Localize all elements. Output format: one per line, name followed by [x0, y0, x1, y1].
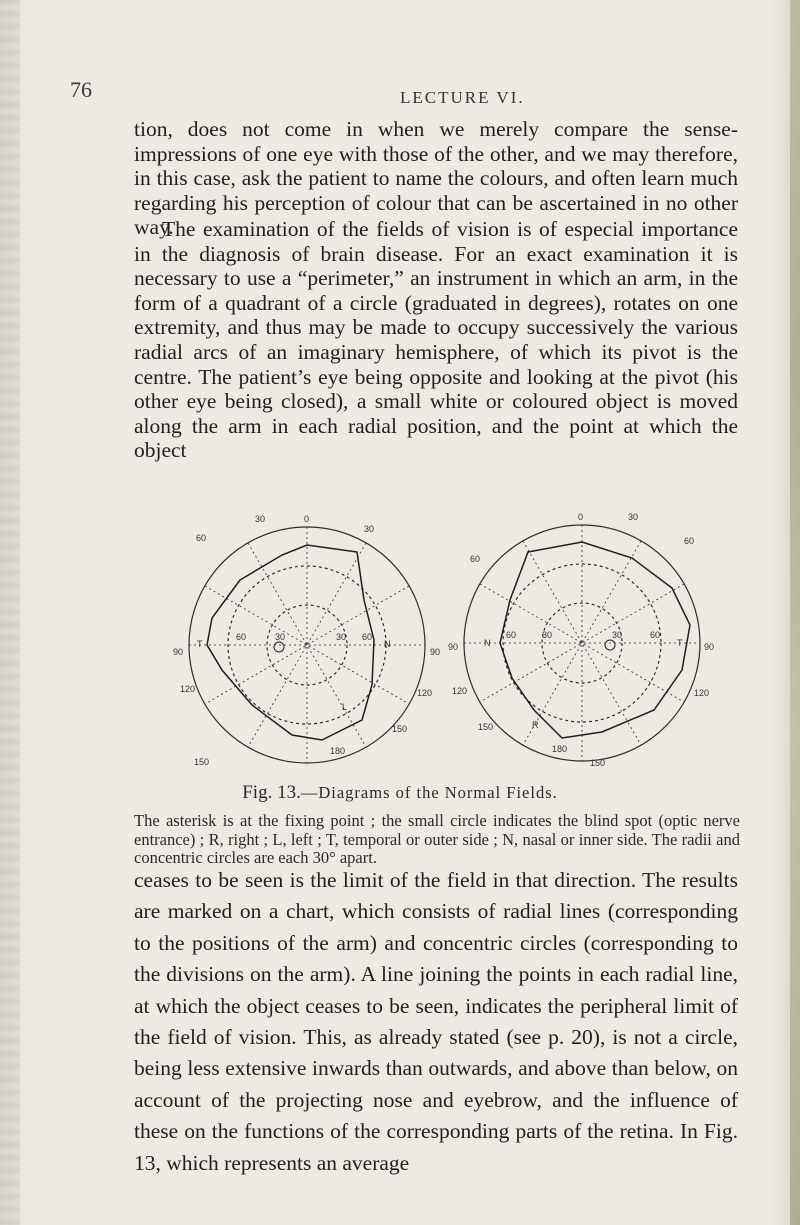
right-label-top-right: 30 [628, 512, 639, 522]
right-label-ring-30-right: 30 [612, 630, 623, 640]
paragraph-3: ceases to be seen is the limit of the field in that direction. The results are marked on a chart, which consists of radial lines (corresponding to the positions of the arm) and concentric circles (corresponding to the divisions on the arm). A line joining the points in each radial line, at which the object ceases to be seen, indicates the peripheral limit of the field of vision. This, as already stated (see p. 20), is not a circle, being less extensive inwards than outwards, and above than below, on account of the projecting nose and eyebrow, and the influence of these on the functions of the corresponding parts of the retina. In Fig. 13, which represents an average [134, 868, 738, 1175]
right-marker-temporal: T [677, 638, 683, 648]
right-label-bottom-right: 150 [590, 758, 606, 768]
page-left-edge [0, 0, 20, 1225]
figure-number: Fig. 13. [242, 782, 301, 803]
left-label-bottom: 180 [330, 746, 346, 756]
figure-legend: The asterisk is at the fixing point ; the small circle indicates the blind spot (optic nerve entrance) ; R, right ; L, left ; T, temporal or outer side ; N, nasal or inner side. The radii and concentric circles are each 30° apart. [134, 811, 740, 867]
left-blind-spot [274, 642, 284, 652]
paragraph-1: tion, does not come in when we merely compare the sense-impressions of one eye with those of the other, and we may therefore, in this case, ask the patient to name the colours, and often learn much regarding his perception of colour that can be ascertained in no other way. [134, 117, 738, 240]
paragraph-after-figure [134, 865, 738, 1179]
left-label-upper-left: 60 [196, 533, 207, 543]
right-eye-field-chart [448, 512, 714, 768]
page-number: 76 [70, 77, 92, 102]
right-label-ring-60-right: 60 [650, 630, 661, 640]
running-head: LECTURE VI. [400, 88, 525, 107]
figure-title: —Diagrams of the Normal Fields. [300, 783, 558, 802]
left-fixing-point-asterisk: * [304, 641, 308, 651]
left-label-ring-30-left: 30 [275, 632, 286, 642]
right-label-top-center: 0 [578, 512, 584, 522]
left-label-right: 90 [430, 647, 441, 657]
left-label-top-left: 30 [255, 514, 266, 524]
left-label-ring-60-right: 60 [362, 632, 373, 642]
left-label-bottom-left: 150 [194, 757, 210, 767]
left-label-top-center: 0 [304, 514, 310, 524]
left-label-left: 90 [173, 647, 184, 657]
left-side-label: L [342, 702, 348, 712]
figure-caption [0, 782, 800, 804]
left-field-limit [207, 545, 374, 740]
left-label-bottom-right-inner: 150 [392, 724, 408, 734]
page-right-edge [790, 0, 800, 1225]
right-label-upper-right: 60 [684, 536, 695, 546]
left-label-top-right: 30 [364, 524, 375, 534]
right-label-right: 90 [704, 642, 715, 652]
right-label-lower-left: 120 [452, 686, 468, 696]
normal-fields-diagram [152, 510, 732, 770]
paragraph-block [134, 217, 738, 463]
right-label-bottom-left: 150 [478, 722, 494, 732]
figure-13 [152, 510, 732, 770]
right-label-lower-right: 120 [694, 688, 710, 698]
right-label-ring-60-left: 60 [506, 630, 517, 640]
left-marker-temporal: T [197, 639, 203, 649]
left-label-lower-left: 120 [180, 684, 196, 694]
right-label-left: 90 [448, 642, 459, 652]
left-eye-field-chart [173, 514, 440, 767]
right-label-bottom: 180 [552, 744, 568, 754]
right-label-ring-30-left: 30 [542, 630, 553, 640]
paragraph-2: The examination of the fields of vision is of especial importance in the diagnosis of brain disease. For an exact examination it is necessary to use a “perimeter,” an instrument in which an arm, in the form of a quadrant of a circle (graduated in degrees), rotates on one extremity, and thus may be made to occupy successively the various radial arcs of an imaginary hemisphere, of which its pivot is the centre. The patient’s eye being opposite and looking at the pivot (his other eye being closed), a small white or coloured object is moved along the arm in each radial position, and the point at which the object [134, 217, 738, 463]
right-blind-spot [605, 640, 615, 650]
right-side-label: R [532, 720, 539, 730]
right-marker-nasal: N [484, 638, 491, 648]
left-label-lower-right: 120 [417, 688, 433, 698]
left-label-ring-30-right: 30 [336, 632, 347, 642]
left-marker-nasal: N [384, 639, 391, 649]
right-fixing-point-asterisk: * [579, 639, 583, 649]
left-label-ring-60-left: 60 [236, 632, 247, 642]
right-label-upper-left: 60 [470, 554, 481, 564]
